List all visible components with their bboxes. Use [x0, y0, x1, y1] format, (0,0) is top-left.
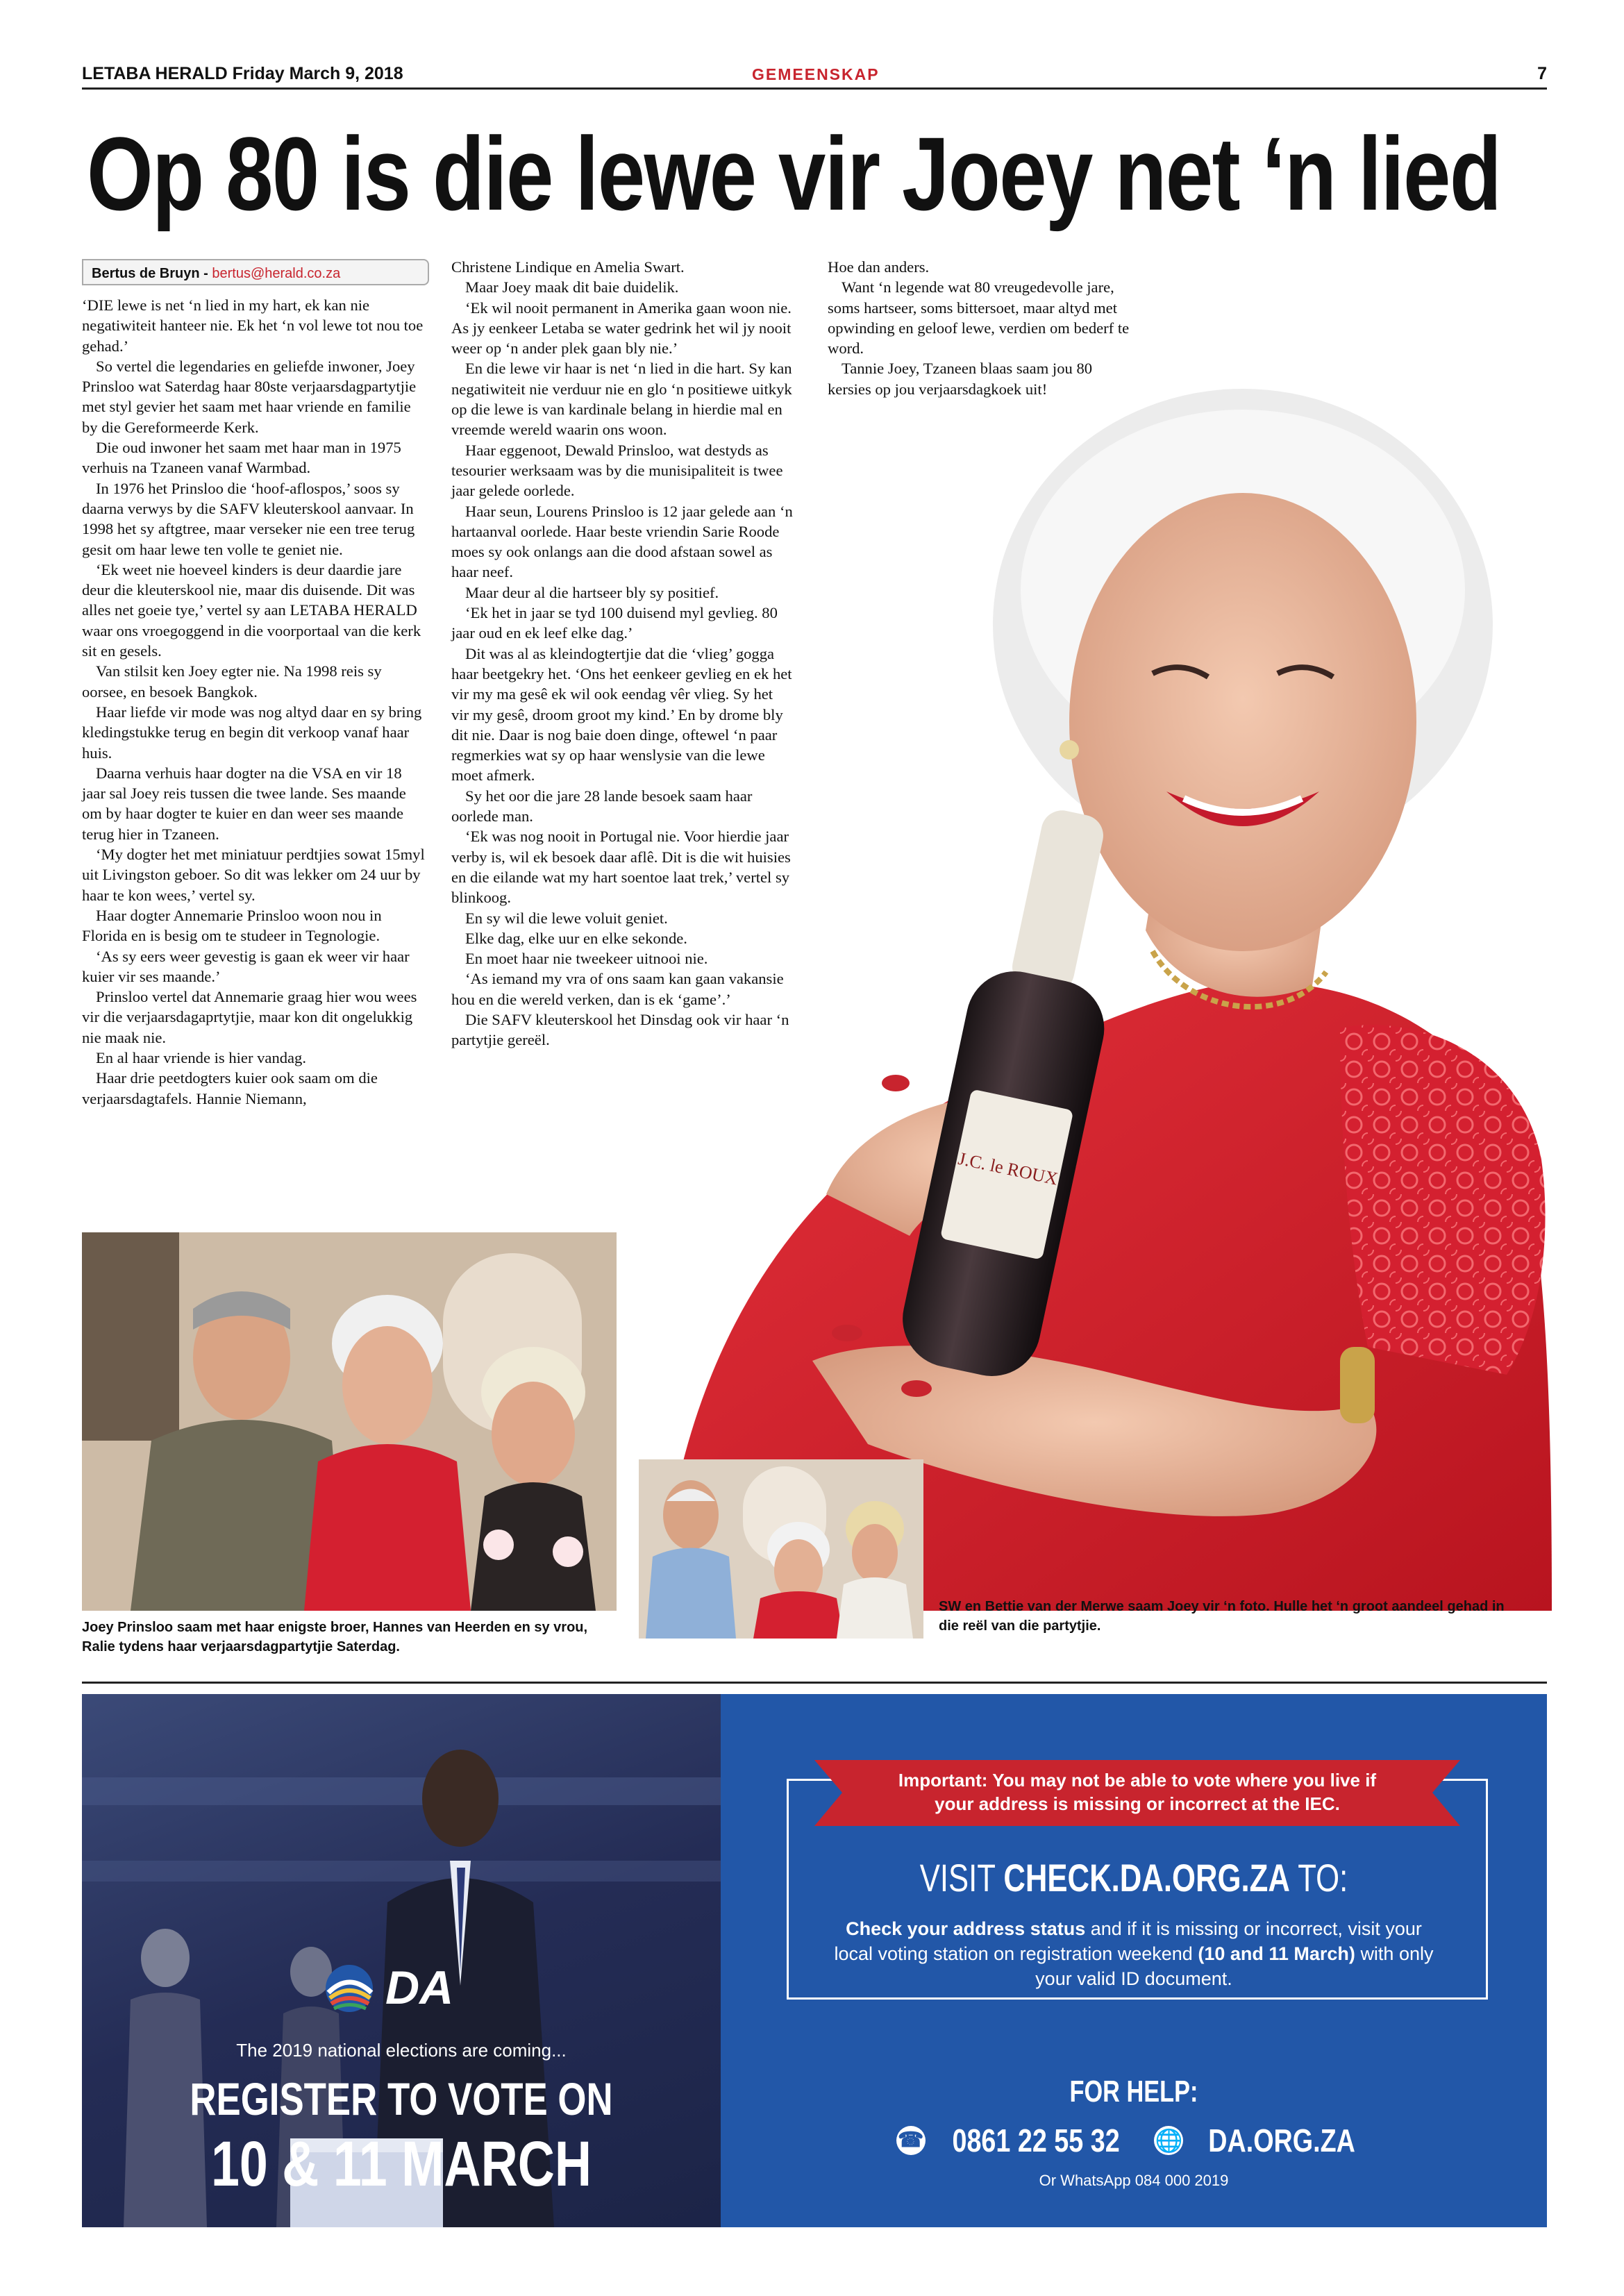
organisers-photo-illustration [639, 1459, 923, 1639]
paragraph: ‘Ek weet nie hoeveel kinders is deur daardie jare deur die kleuterskool nie, maar dis duisende. Dit was alles net goeie tye,’ vertel sy aan LETABA HERALD waar ons vroegoggend in die voorportaal van die kerk sit en gesels. [82, 560, 421, 660]
byline-author: Bertus de Bruyn - [92, 266, 208, 281]
byline [82, 259, 429, 285]
advert-divider [82, 1682, 1547, 1684]
main-photo-illustration [618, 361, 1552, 1611]
help-whatsapp: Or WhatsApp 084 000 2019 [1039, 2172, 1229, 2189]
paragraph: Die SAFV kleuterskool het Dinsdag ook vir haar ‘n partytjie gereël. [451, 1010, 789, 1049]
paragraph: Maar deur al die hartseer bly sy positief. [465, 583, 719, 601]
group-photo-organisers [639, 1459, 923, 1639]
byline-email[interactable]: bertus@herald.co.za [212, 266, 341, 281]
paragraph: Hoe dan anders. [828, 258, 930, 276]
paragraph: Die oud inwoner het saam met haar man in 1975 verhuis na Tzaneen vanaf Warmbad. [82, 439, 401, 477]
paragraph: Haar eggenoot, Dewald Prinsloo, wat destyds as tesourier werksaam was by die munisipaliteit is twee jaar gelede oorlede. [451, 441, 783, 500]
visit-post: TO: [1298, 1856, 1348, 1900]
advert-headline-1: REGISTER TO VOTE ON [190, 2073, 613, 2125]
paragraph: Dit was al as kleindogtertjie dat die ‘vlieg’ gogga haar beetgekry het. ‘Ons het eenkeer gevlieg en ek het vir my ma gesê ek wil ook eendag vêr vlieg. Sy het vir my gesê, droom groot my kind.’ En by drome bly dit nie. Daar is nog baie doen dinge, oftewel ‘n paar regmerkies wat sy op haar wenslysie van die lewe moet afmerk. [451, 644, 792, 785]
caption-siblings-photo: Joey Prinsloo saam met haar enigste broer, Hannes van Heerden en sy vrou, Ralie tydens haar verjaarsdagpartytjie Saterdag. [82, 1620, 588, 1654]
paragraph: ‘My dogter het met miniatuur perdtjies sowat 15myl uit Livingston geboer. So dit was lekker om 24 uur by haar te kon wees,’ vertel sy. [82, 846, 425, 904]
paragraph: En sy wil die lewe voluit geniet. [465, 909, 668, 927]
help-website[interactable]: DA.ORG.ZA [1208, 2122, 1356, 2159]
paragraph: Maar Joey maak dit baie duidelik. [465, 278, 679, 296]
help-contacts [721, 2119, 1547, 2159]
paragraph: ‘Ek was nog nooit in Portugal nie. Voor hierdie jaar verby is, wil ek besoek daar aflê. Dit is die wit huisies en die eilande wat my hart soentoe laat trek,’ vertel sy blinkoog. [451, 828, 791, 907]
paragraph: En moet haar nie tweekeer uitnooi nie. [465, 950, 708, 968]
advert-headline-2: 10 & 11 MARCH [210, 2129, 592, 2199]
page-header [82, 64, 1547, 90]
caption-organisers-photo: SW en Bettie van der Merwe saam Joey vir ‘n foto. Hulle het ‘n groot aandeel gehad in die reël van die partytjie. [939, 1599, 1505, 1634]
visit-line [812, 1855, 1456, 1900]
body-bold: Check your address status [846, 1918, 1086, 1939]
paragraph: En die lewe vir haar is net ‘n lied in die hart. Sy kan negatiwiteit nie verduur nie en glo ‘n positiewe uitkyk op die lewe is van kardinale belang in hierdie mal en vreemde wereld waarin ons woon. [451, 360, 792, 439]
ribbon-left-notch [814, 1760, 842, 1826]
ribbon-banner [842, 1760, 1432, 1826]
body-text-1: and if it is missing or incorrect, visit your local voting station on registration weekend [834, 1918, 1422, 1964]
globe-icon: 🌐 [1154, 2126, 1183, 2155]
paragraph: En al haar vriende is hier vandag. [96, 1048, 307, 1066]
paragraph: ‘Ek het in jaar se tyd 100 duisend myl gevlieg. 80 jaar oud en ek leef elke dag.’ [451, 604, 778, 642]
paragraph: Van stilsit ken Joey egter nie. Na 1998 reis sy oorsee, en besoek Bangkok. [82, 662, 382, 701]
da-logo-text: DA [385, 1961, 454, 2014]
section-label: GEMEENSKAP [752, 65, 880, 83]
paragraph: Elke dag, elke uur en elke sekonde. [465, 929, 687, 947]
visit-url[interactable]: CHECK.DA.ORG.ZA [1003, 1856, 1290, 1900]
visit-pre: VISIT [919, 1856, 996, 1900]
paragraph: Sy het oor die jare 28 lande besoek saam haar oorlede man. [451, 787, 753, 826]
advert-right-panel [721, 1694, 1547, 2227]
paragraph: Tannie Joey, Tzaneen blaas saam jou 80 kersies op jou verjaarsdagkoek uit! [828, 360, 1093, 398]
page-number: 7 [1537, 64, 1547, 83]
paragraph: Christene Lindique en Amelia Swart. [451, 258, 685, 276]
paragraph: Haar seun, Lourens Prinsloo is 12 jaar gelede aan ‘n hartaanval oorlede. Haar beste vriendin Sarie Roode moes sy ook onlangs aan die dood afstaan sowel as haar neef. [451, 502, 793, 581]
paragraph: In 1976 het Prinsloo die ‘hoof-aflospos,’ soos sy daarna verwys by die SAFV kleuterskool aanvaar. In 1998 het sy aftgtree, maar verseker nie een tree terug gesit om haar lewe ten volle te geniet nie. [82, 479, 415, 558]
paragraph: ‘As sy eers weer gevestig is gaan ek weer vir haar kuier vir ses maande.’ [82, 947, 410, 985]
da-sun-icon [321, 1958, 384, 2013]
ribbon-right-notch [1432, 1760, 1460, 1826]
paragraph: Haar dogter Annemarie Prinsloo woon nou in Florida en is besig om te studeer in Tegnologie. [82, 906, 382, 945]
body-text-2: with only your valid ID document. [1035, 1943, 1434, 1989]
paragraph: Haar drie peetdogters kuier ook saam om die verjaarsdagtafels. Hannie Niemann, [82, 1069, 378, 1107]
paragraph: Prinsloo vertel dat Annemarie graag hier wou wees vir die verjaarsdagaprtytjie, maar kon dit ongelukkig nie maak nie. [82, 988, 417, 1046]
paragraph: Want ‘n legende wat 80 vreugedevolle jare, soms hartseer, soms bittersoet, maar altyd met opwinding en geloof lewe, verdien om bederf te word. [828, 278, 1130, 358]
help-phone[interactable]: 0861 22 55 32 [952, 2122, 1121, 2159]
help-label: FOR HELP: [1069, 2075, 1198, 2109]
newspaper-masthead: LETABA HERALD Friday March 9, 2018 [82, 64, 403, 83]
paragraph: Daarna verhuis haar dogter na die VSA en vir 18 jaar sal Joey reis tussen die twee lande. Ses maande om by haar dogter te kuier en dan weer ses maande terug hier in Tzaneen. [82, 764, 406, 843]
body-bold-2: (10 and 11 March) [1198, 1943, 1355, 1964]
paragraph: ‘As iemand my vra of ons saam kan gaan vakansie hou en die wereld verken, dan is ek ‘game’.’ [451, 970, 784, 1008]
paragraph: So vertel die legendaries en geliefde inwoner, Joey Prinsloo wat Saterdag haar 80ste verjaarsdagpartytjie met styl gevier het saam met haar vriende en familie by die Gereformeerde Kerk. [82, 357, 417, 436]
advert-tagline: The 2019 national elections are coming... [236, 2040, 567, 2061]
article-column-1 [82, 295, 426, 1109]
paragraph: Haar liefde vir mode was nog altyd daar en sy bring kledingstukke terug en begin dit verkoop vanaf haar huis. [82, 703, 422, 762]
article-headline: Op 80 is die lewe vir Joey net ‘n lied [87, 115, 1501, 232]
paragraph: ‘DIE lewe is net ‘n lied in my hart, ek kan nie negatiwiteit hanteer nie. Ek het ‘n vol lewe tot nou toe gehad.’ [82, 296, 424, 355]
da-logo [321, 1958, 481, 2013]
ribbon-text: Important: You may not be able to vote where you live if your address is missing or incorrect at the IEC. [898, 1770, 1377, 1814]
paragraph: ‘Ek wil nooit permanent in Amerika gaan woon nie. As jy eenkeer Letaba se water gedrink het wil jy nooit weer op ‘n ander plek gaan bly nie.’ [451, 299, 792, 358]
bottle-label: J.C. le ROUX [956, 1148, 1060, 1189]
main-photo [618, 361, 1552, 1611]
advert-left-panel [82, 1694, 721, 2227]
phone-icon: ☎ [896, 2126, 926, 2155]
group-photo-siblings [82, 1232, 617, 1611]
advert-body [832, 1916, 1436, 1991]
group-photo-illustration [82, 1232, 617, 1611]
